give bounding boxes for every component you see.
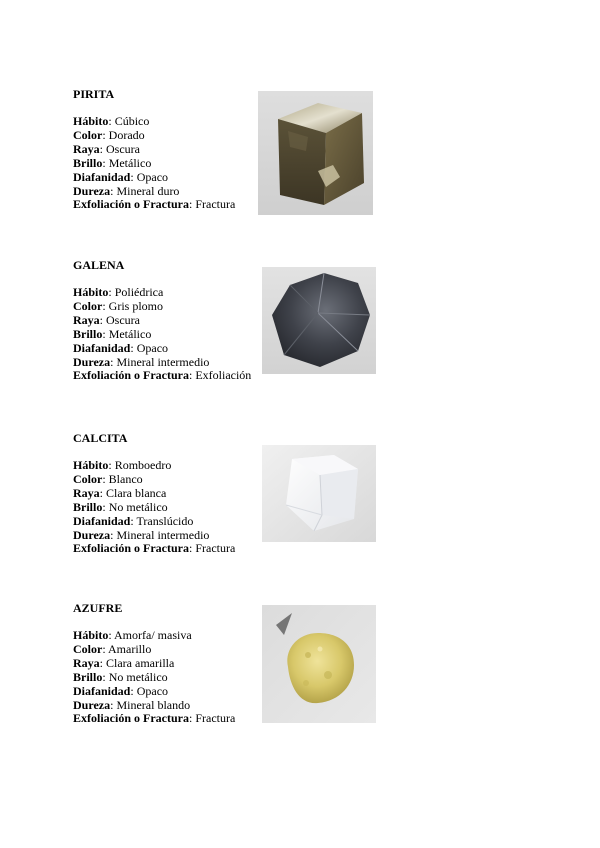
property-row: Hábito: Romboedro <box>73 458 172 472</box>
property-label: Exfoliación o Fractura <box>73 711 189 726</box>
property-value: Opaco <box>136 683 169 698</box>
property-value: Amorfa/ masiva <box>114 628 192 642</box>
property-label: Diafanidad <box>73 169 131 184</box>
property-row: Brillo: No metálico <box>73 669 168 684</box>
property-row: Dureza: Mineral intermedio <box>73 527 210 542</box>
property-row: Raya: Clara amarilla <box>73 655 175 670</box>
property-label: Color <box>73 127 103 142</box>
property-value: Dorado <box>108 127 145 142</box>
property-value: Clara blanca <box>106 485 167 500</box>
property-value: Fractura <box>195 197 236 212</box>
property-label: Brillo <box>73 326 103 341</box>
mineral-title: AZUFRE <box>73 601 123 615</box>
property-row: Dureza: Mineral blando <box>73 697 191 712</box>
property-row: Diafanidad: Translúcido <box>73 513 194 528</box>
property-value: Romboedro <box>114 458 172 472</box>
property-value: Poliédrica <box>114 285 164 299</box>
property-row: Exfoliación o Fractura: Fractura <box>73 197 236 212</box>
property-value: Amarillo <box>108 641 152 656</box>
mineral-title: PIRITA <box>73 87 115 101</box>
property-label: Diafanidad <box>73 340 131 355</box>
property-row: Diafanidad: Opaco <box>73 683 169 698</box>
property-label: Raya <box>73 485 100 500</box>
mineral-title: GALENA <box>73 258 125 272</box>
property-value: Mineral blando <box>116 697 191 712</box>
property-value: Translúcido <box>136 513 194 528</box>
property-value: Metálico <box>108 326 152 341</box>
property-row: Brillo: Metálico <box>73 155 152 170</box>
property-value: Mineral intermedio <box>116 354 210 369</box>
property-value: Opaco <box>136 340 169 355</box>
property-label: Raya <box>73 312 100 327</box>
galena-photo <box>262 267 376 374</box>
property-row: Brillo: No metálico <box>73 499 168 514</box>
property-value: Opaco <box>136 169 169 184</box>
property-row: Hábito: Amorfa/ masiva <box>73 628 192 642</box>
property-row: Raya: Clara blanca <box>73 485 167 500</box>
property-value: Cúbico <box>114 114 150 128</box>
property-value: Clara amarilla <box>106 655 175 670</box>
property-label: Hábito <box>73 628 109 642</box>
mineral-title: CALCITA <box>73 431 128 445</box>
property-value: Fractura <box>195 711 236 726</box>
property-label: Brillo <box>73 155 103 170</box>
property-label: Brillo <box>73 499 103 514</box>
property-value: Fractura <box>195 541 236 556</box>
property-value: Metálico <box>108 155 152 170</box>
property-row: Brillo: Metálico <box>73 326 152 341</box>
property-label: Exfoliación o Fractura <box>73 197 189 212</box>
property-value: No metálico <box>108 499 168 514</box>
property-label: Hábito <box>73 285 109 299</box>
property-value: Blanco <box>108 471 143 486</box>
property-label: Raya <box>73 655 100 670</box>
property-label: Exfoliación o Fractura <box>73 368 189 383</box>
sulfur-photo <box>262 605 376 723</box>
calcite-photo <box>262 445 376 542</box>
property-value: Gris plomo <box>108 298 164 313</box>
property-value: Oscura <box>106 312 140 327</box>
property-label: Color <box>73 641 103 656</box>
property-row: Diafanidad: Opaco <box>73 169 169 184</box>
property-row: Raya: Oscura <box>73 312 140 327</box>
property-label: Diafanidad <box>73 683 131 698</box>
property-row: Color: Gris plomo <box>73 298 164 313</box>
property-row: Dureza: Mineral duro <box>73 183 180 198</box>
property-label: Dureza <box>73 183 111 198</box>
property-row: Diafanidad: Opaco <box>73 340 169 355</box>
property-label: Color <box>73 298 103 313</box>
property-value: No metálico <box>108 669 168 684</box>
property-value: Oscura <box>106 141 140 156</box>
property-row: Color: Amarillo <box>73 641 152 656</box>
property-row: Color: Blanco <box>73 471 143 486</box>
property-row: Color: Dorado <box>73 127 145 142</box>
property-label: Exfoliación o Fractura <box>73 541 189 556</box>
property-label: Brillo <box>73 669 103 684</box>
property-label: Hábito <box>73 114 109 128</box>
property-label: Dureza <box>73 354 111 369</box>
property-row: Hábito: Cúbico <box>73 114 150 128</box>
property-label: Dureza <box>73 527 111 542</box>
property-label: Raya <box>73 141 100 156</box>
pyrite-photo <box>258 91 373 215</box>
property-row: Raya: Oscura <box>73 141 140 156</box>
property-value: Exfoliación <box>195 368 252 383</box>
property-row: Dureza: Mineral intermedio <box>73 354 210 369</box>
property-row: Exfoliación o Fractura: Fractura <box>73 711 236 726</box>
property-label: Diafanidad <box>73 513 131 528</box>
property-row: Exfoliación o Fractura: Exfoliación <box>73 368 252 383</box>
property-value: Mineral intermedio <box>116 527 210 542</box>
property-label: Hábito <box>73 458 109 472</box>
property-label: Dureza <box>73 697 111 712</box>
property-label: Color <box>73 471 103 486</box>
property-value: Mineral duro <box>116 183 180 198</box>
property-row: Exfoliación o Fractura: Fractura <box>73 541 236 556</box>
property-row: Hábito: Poliédrica <box>73 285 164 299</box>
